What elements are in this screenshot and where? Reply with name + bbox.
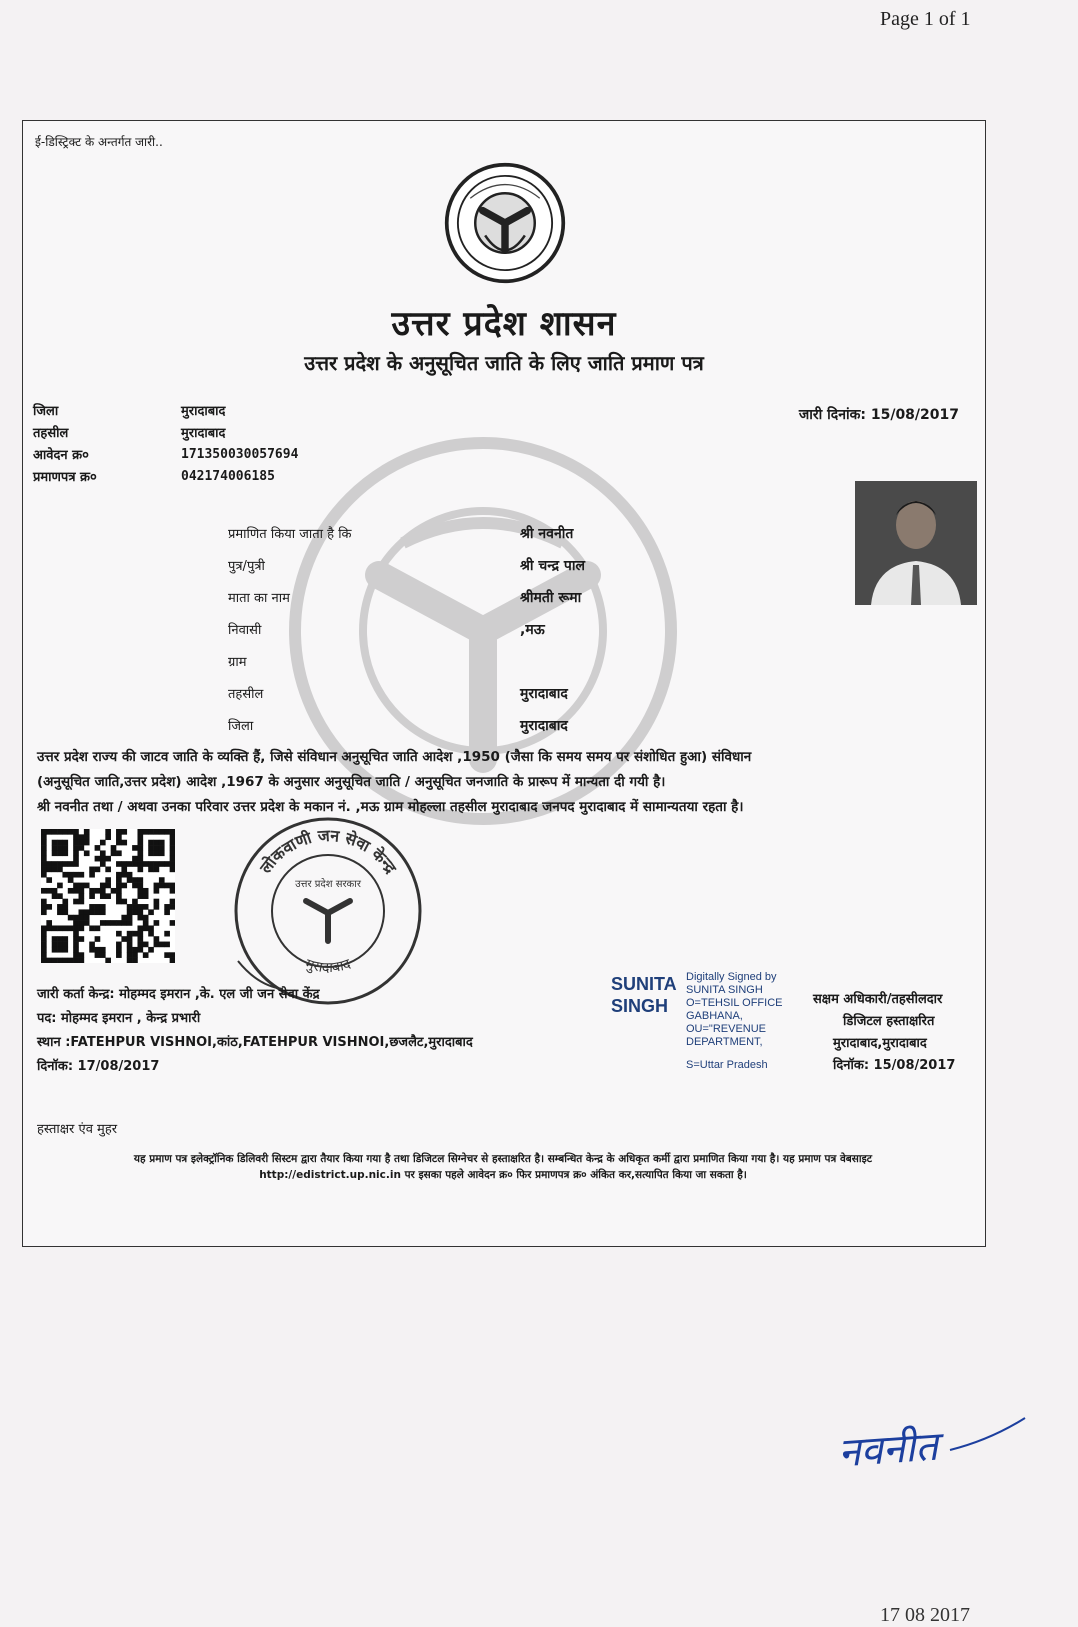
header-note: ई-डिस्ट्रिक्ट के अन्तर्गत जारी.. [35,135,163,149]
signature-detail-line: O=TEHSIL OFFICE [686,997,783,1009]
details-value: श्री चन्द्र पाल [520,557,586,574]
signature-detail-line: S=Uttar Pradesh [686,1059,768,1071]
details-row [228,709,585,741]
meta-row-certificate-no [33,465,298,487]
qr-code [41,829,175,963]
signer-name-line: SINGH [611,996,669,1016]
details-row [228,517,585,549]
caste-certificate [22,120,986,1247]
seal-ring-text: लोकवाणी जन सेवा केन्द्र [255,825,401,877]
qr-code-icon [41,829,175,963]
footnote-line: http://edistrict.up.nic.in पर इसका पहले आवेदन क्र० फिर प्रमाणपत्र क्र० अंकित कर,सत्यापित किया जा सकता है। [259,1169,747,1181]
service-centre-seal-icon [228,811,428,1011]
officer-line: सक्षम अधिकारी/तहसीलदार [813,992,943,1007]
issuer-details [37,983,473,1079]
footnote-line: यह प्रमाण पत्र इलेक्ट्रॉनिक डिलिवरी सिस्टम द्वारा तैयार किया गया है तथा डिजिटल सिग्नेचर से हस्ताक्षरित है। सम्बन्धित केन्द्र के अधिकृत कर्मी द्वारा प्रमाणित किया गया है। यह प्रमाण पत्र वेबसाइट [133,1153,873,1165]
body-line: (अनुसूचित जाति,उत्तर प्रदेश) आदेश ,1967 के अनुसार अनुसूचित जाति / अनुसूचित जनजाति के प्रारूप में मान्यता दी गयी है। [37,774,666,790]
body-line: उत्तर प्रदेश राज्य की जाटव जाति के व्यक्ति हैं, जिसे संविधान अनुसूचित जाति आदेश ,1950 (जैसा कि समय समय पर संशोधित हुआ) संविधान [37,749,752,765]
signature-detail-line: Digitally Signed by [686,971,777,983]
verification-footnote [43,1151,963,1183]
signature-details [686,971,806,1072]
applicant-details [228,517,585,741]
cut-off-date-text: 17 08 2017 [880,1604,970,1626]
certificate-title: उत्तर प्रदेश शासन [391,304,617,344]
meta-row-district [33,399,298,421]
seal-bottom-text: मुरादाबाद [303,956,353,977]
meta-value: 171350030057694 [181,446,299,462]
details-value: ,मऊ [520,621,545,638]
certificate-body [37,745,967,820]
details-label: प्रमाणित किया जाता है कि [228,527,352,542]
officer-details [813,989,955,1077]
handwritten-signature: नवनीत [836,1423,940,1477]
person-photo-icon [855,481,977,605]
details-label: पुत्र/पुत्री [228,559,265,574]
body-line: श्री नवनीत तथा / अथवा उनका परिवार उत्तर प्रदेश के मकान नं. ,मऊ ग्राम मोहल्ला तहसील मुरादाबाद जनपद मुरादाबाद में सामान्यतया रहता है। [37,799,744,815]
signer-name-line: SUNITA [611,974,677,994]
signature-detail-line: DEPARTMENT, [686,1036,763,1048]
details-value: श्री नवनीत [520,525,574,542]
meta-label: तहसील [33,426,69,441]
details-value: मुरादाबाद [520,685,568,702]
svg-text:मुरादाबाद [303,956,353,976]
signature-detail-line: SUNITA SINGH [686,984,763,996]
meta-row-application-no [33,443,298,465]
sign-seal-label: हस्ताक्षर एंव मुहर [37,1122,118,1137]
meta-label: आवेदन क्र० [33,448,89,463]
details-value: श्रीमती रूमा [520,589,582,606]
details-row [228,645,585,677]
officer-line: मुरादाबाद,मुरादाबाद [833,1036,927,1051]
meta-value: मुरादाबाद [181,404,226,419]
meta-row-tehsil [33,421,298,443]
meta-label: प्रमाणपत्र क्र० [33,470,97,485]
certificate-meta [33,399,298,487]
signature-flourish-icon [830,1410,1030,1470]
details-row [228,613,585,645]
signature-detail-line: OU="REVENUE [686,1023,767,1035]
officer-line: डिजिटल हस्ताक्षरित [843,1014,935,1029]
page-number-label: Page 1 of 1 [880,8,971,30]
issuer-date: दिनॉक: 17/08/2017 [37,1059,160,1074]
certificate-subtitle: उत्तर प्रदेश के अनुसूचित जाति के लिए जाति प्रमाण पत्र [304,351,704,375]
details-row [228,677,585,709]
seal-inner-text: उत्तर प्रदेश सरकार [295,879,361,890]
meta-label: जिला [33,404,59,419]
details-row [228,581,585,613]
details-label: तहसील [228,687,264,702]
details-label: जिला [228,719,254,734]
issuer-centre: जारी कर्ता केन्द्र: मोहम्मद इमरान ,के. एल जी जन सेवा केंद्र [37,987,320,1002]
details-value: मुरादाबाद [520,717,568,734]
signer-name [611,973,691,1017]
digital-signature-block [611,969,981,1079]
issuer-designation: पद: मोहम्मद इमरान , केन्द्र प्रभारी [37,1011,201,1026]
details-label: निवासी [228,623,262,638]
meta-value: 042174006185 [181,468,275,484]
signature-detail-line: GABHANA, [686,1010,743,1022]
officer-line: दिनॉक: 15/08/2017 [833,1058,956,1073]
details-label: ग्राम [228,655,247,670]
issuer-place: स्थान :FATEHPUR VISHNOI,कांठ,FATEHPUR VISHNOI,छजलैट,मुरादाबाद [37,1035,473,1050]
details-row [228,549,585,581]
up-government-emblem-icon [443,161,567,285]
applicant-photo [855,481,977,605]
meta-value: मुरादाबाद [181,426,226,441]
details-label: माता का नाम [228,591,290,606]
issue-date: जारी दिनांक: 15/08/2017 [798,407,959,423]
